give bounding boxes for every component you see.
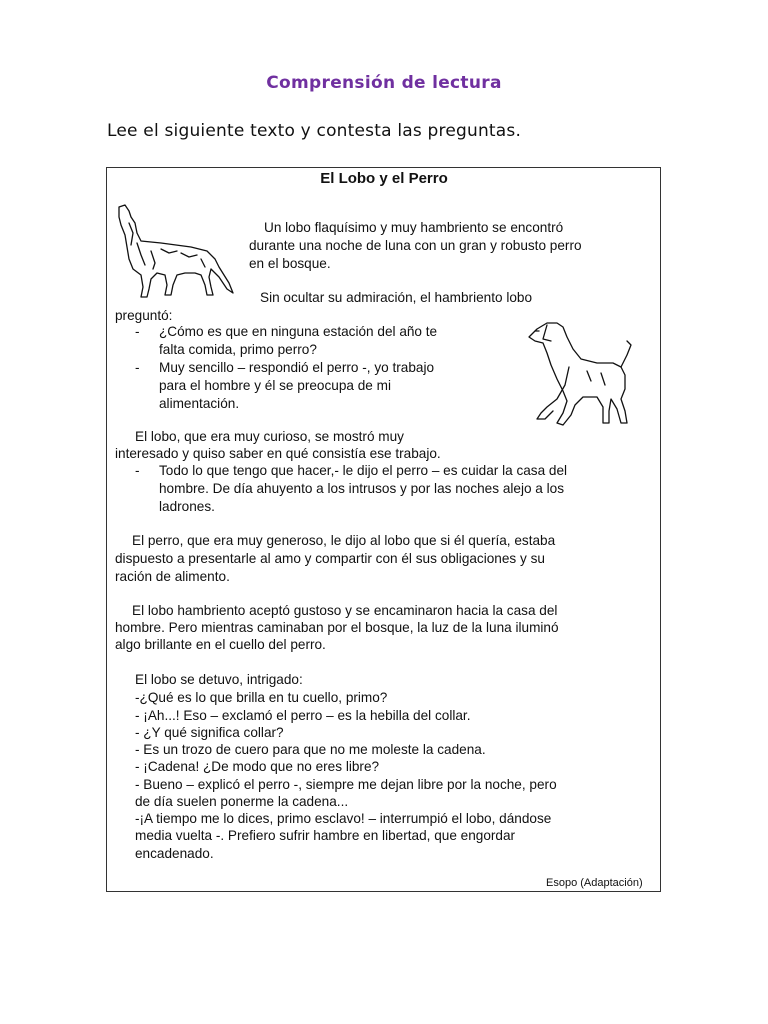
story-line: El lobo hambriento aceptó gustoso y se encaminaron hacia la casa del: [132, 603, 558, 618]
dialogue-line: -¡A tiempo me lo dices, primo esclavo! – interrumpió el lobo, dándose: [135, 811, 552, 826]
dialogue-line: de día suelen ponerme la cadena...: [135, 794, 349, 809]
bullet-dash: -: [135, 360, 140, 375]
story-title: El Lobo y el Perro: [320, 170, 448, 187]
dialogue-line: - ¿Y qué significa collar?: [135, 725, 284, 740]
story-line: en el bosque.: [249, 256, 331, 271]
dialogue-line: - ¡Cadena! ¿De modo que no eres libre?: [135, 759, 380, 774]
story-line: Un lobo flaquísimo y muy hambriento se encontró: [264, 220, 564, 235]
story-line: hombre. De día ahuyento a los intrusos y por las noches alejo a los: [159, 481, 565, 496]
story-line: falta comida, primo perro?: [159, 342, 317, 357]
story-line: preguntó:: [115, 308, 173, 323]
story-line: Sin ocultar su admiración, el hambriento lobo: [260, 290, 533, 305]
dialogue-line: - Bueno – explicó el perro -, siempre me dejan libre por la noche, pero: [135, 777, 557, 792]
story-line: dispuesto a presentarle al amo y compartir con él sus obligaciones y su: [115, 551, 545, 566]
story-line: para el hombre y él se preocupa de mi: [159, 378, 391, 393]
story-line: ración de alimento.: [115, 569, 230, 584]
story-line: ¿Cómo es que en ninguna estación del año te: [159, 324, 438, 339]
dialogue-line: encadenado.: [135, 846, 214, 861]
story-line: alimentación.: [159, 396, 240, 411]
story-line: El lobo, que era muy curioso, se mostró muy: [135, 429, 404, 444]
story-line: ladrones.: [159, 499, 215, 514]
story-line: Todo lo que tengo que hacer,- le dijo el perro – es cuidar la casa del: [159, 463, 568, 478]
dialogue-line: - ¡Ah...! Eso – exclamó el perro – es la hebilla del collar.: [135, 708, 471, 723]
story-line: interesado y quiso saber en qué consistía ese trabajo.: [115, 446, 441, 461]
dog-illustration: [517, 315, 645, 433]
dialogue-line: -¿Qué es lo que brilla en tu cuello, primo?: [135, 690, 388, 705]
bullet-dash: -: [135, 463, 140, 478]
story-line: hombre. Pero mientras caminaban por el bosque, la luz de la luna iluminó: [115, 620, 559, 635]
page-title: Comprensión de lectura: [266, 73, 502, 93]
bullet-dash: -: [135, 324, 140, 339]
dialogue-line: media vuelta -. Prefiero sufrir hambre en libertad, que engordar: [135, 828, 516, 843]
story-line: Muy sencillo – respondió el perro -, yo trabajo: [159, 360, 435, 375]
story-line: durante una noche de luna con un gran y robusto perro: [249, 238, 582, 253]
dialogue-line: - Es un trozo de cuero para que no me moleste la cadena.: [135, 742, 486, 757]
story-line: algo brillante en el cuello del perro.: [115, 637, 326, 652]
wolf-illustration: [111, 203, 237, 301]
story-source: Esopo (Adaptación): [546, 877, 643, 889]
dialogue-line: El lobo se detuvo, intrigado:: [135, 672, 303, 687]
instruction-text: Lee el siguiente texto y contesta las preguntas.: [107, 121, 522, 141]
story-line: El perro, que era muy generoso, le dijo al lobo que si él quería, estaba: [132, 533, 556, 548]
